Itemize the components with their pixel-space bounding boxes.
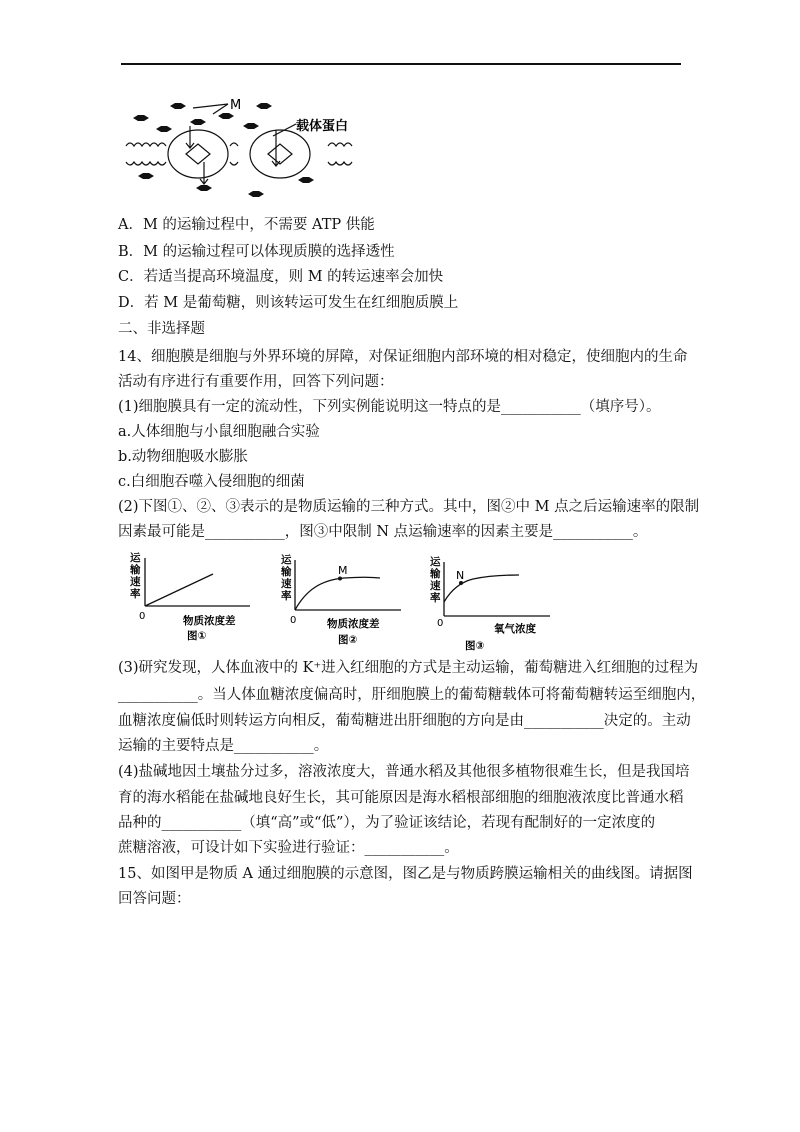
q14-part3-line1: (3)研究发现，人体血液中的 K⁺进入红细胞的方式是主动运输，葡萄糖进入红细胞的过程为	[118, 660, 699, 676]
graph-1-xlabel: 物质浓度差	[183, 615, 236, 627]
q14-part4-line3: 品种的___________（填“高”或“低”），为了验证该结论，若现有配制好的一定浓度的	[118, 815, 656, 831]
header-rule	[121, 63, 681, 65]
q14-part3-line4: 运输的主要特点是___________。	[118, 738, 329, 754]
graph-1	[125, 548, 265, 648]
label-m: M	[230, 98, 242, 113]
graph-1-ylabel-3: 速	[130, 576, 141, 588]
graph-1-curve	[145, 574, 213, 606]
graph-3-xlabel: 氧气浓度	[494, 623, 536, 635]
q14-part4-line4: 蔗糖溶液，可设计如下实验进行验证：___________。	[118, 840, 459, 856]
q15-line1: 15、如图甲是物质 A 通过细胞膜的示意图，图乙是与物质跨膜运输相关的曲线图。请据图	[118, 866, 693, 882]
q14-stem-line1: 14、细胞膜是细胞与外界环境的屏障，对保证细胞内部环境的相对稳定，使细胞内的生命	[118, 349, 688, 365]
q14-option-c: c.白细胞吞噬入侵细胞的细菌	[118, 474, 305, 490]
q14-part3-line2: ___________。当人体血糖浓度偏高时，肝细胞膜上的葡萄糖载体可将葡萄糖转运至细胞内，	[118, 687, 706, 703]
graph-2-caption: 图②	[338, 634, 358, 646]
graph-1-ylabel-1: 运	[130, 552, 141, 564]
q13-option-b: B．M 的运输过程可以体现质膜的选择透性	[118, 244, 395, 260]
graph-2-ylabel-3: 速	[281, 578, 292, 590]
graph-3-ylabel-4: 率	[430, 592, 441, 604]
graph-2-ylabel-2: 输	[281, 566, 292, 578]
graph-2-point-label: M	[338, 564, 348, 577]
graph-3	[425, 552, 565, 652]
q14-part2-line2: 因素最可能是___________，图③中限制 N 点运输速率的因素主要是___________。	[118, 524, 648, 540]
graph-1-origin: 0	[139, 611, 146, 622]
graph-3-caption: 图③	[465, 640, 485, 652]
q14-option-a: a.人体细胞与小鼠细胞融合实验	[118, 424, 320, 440]
graph-2-xlabel: 物质浓度差	[327, 618, 380, 630]
graph-1-caption: 图①	[187, 630, 207, 642]
q13-option-d: D．若 M 是葡萄糖，则该转运可发生在红细胞质膜上	[118, 295, 459, 311]
graph-2-ylabel-1: 运	[281, 554, 292, 566]
section-title: 二、非选择题	[118, 321, 205, 337]
graph-3-ylabel-1: 运	[430, 556, 441, 568]
q14-stem-line2: 活动有序进行有重要作用，回答下列问题：	[118, 374, 394, 390]
graph-2-curve	[295, 577, 380, 610]
graph-2	[276, 548, 416, 648]
graph-1-ylabel-4: 率	[130, 588, 141, 600]
graph-1-ylabel-2: 输	[130, 564, 141, 576]
q14-part3-line3: 血糖浓度偏低时则转运方向相反，葡萄糖进出肝细胞的方向是由___________决定的。主动	[118, 713, 691, 729]
graph-2-origin: 0	[290, 615, 297, 626]
q13-option-c: C．若适当提高环境温度，则 M 的转运速率会加快	[118, 269, 444, 285]
q15-line2: 回答问题：	[118, 891, 191, 907]
q14-part4-line1: (4)盐碱地因土壤盐分过多，溶液浓度大，普通水稻及其他很多植物很难生长，但是我国培	[118, 764, 690, 780]
q13-option-a: A．M 的运输过程中，不需要 ATP 供能	[118, 217, 375, 233]
q14-option-b: b.动物细胞吸水膨胀	[118, 449, 248, 465]
label-carrier-protein: 载体蛋白	[296, 119, 349, 134]
q14-part4-line2: 育的海水稻能在盐碱地良好生长，其可能原因是海水稻根部细胞的细胞液浓度比普通水稻	[118, 790, 684, 806]
q14-part2-line1: (2)下图①、②、③表示的是物质运输的三种方式。其中，图②中 M 点之后运输速率的限制	[118, 499, 700, 515]
graph-3-ylabel-3: 速	[430, 580, 441, 592]
graph-3-point-label: N	[456, 569, 465, 582]
graph-2-ylabel-4: 率	[281, 590, 292, 602]
graph-3-origin: 0	[437, 618, 444, 629]
q14-part1: (1)细胞膜具有一定的流动性，下列实例能说明这一特点的是___________（填序号）。	[118, 399, 661, 415]
membrane-figure	[118, 96, 378, 208]
graph-3-ylabel-2: 输	[430, 568, 441, 580]
graph-2-point-m	[338, 577, 342, 581]
